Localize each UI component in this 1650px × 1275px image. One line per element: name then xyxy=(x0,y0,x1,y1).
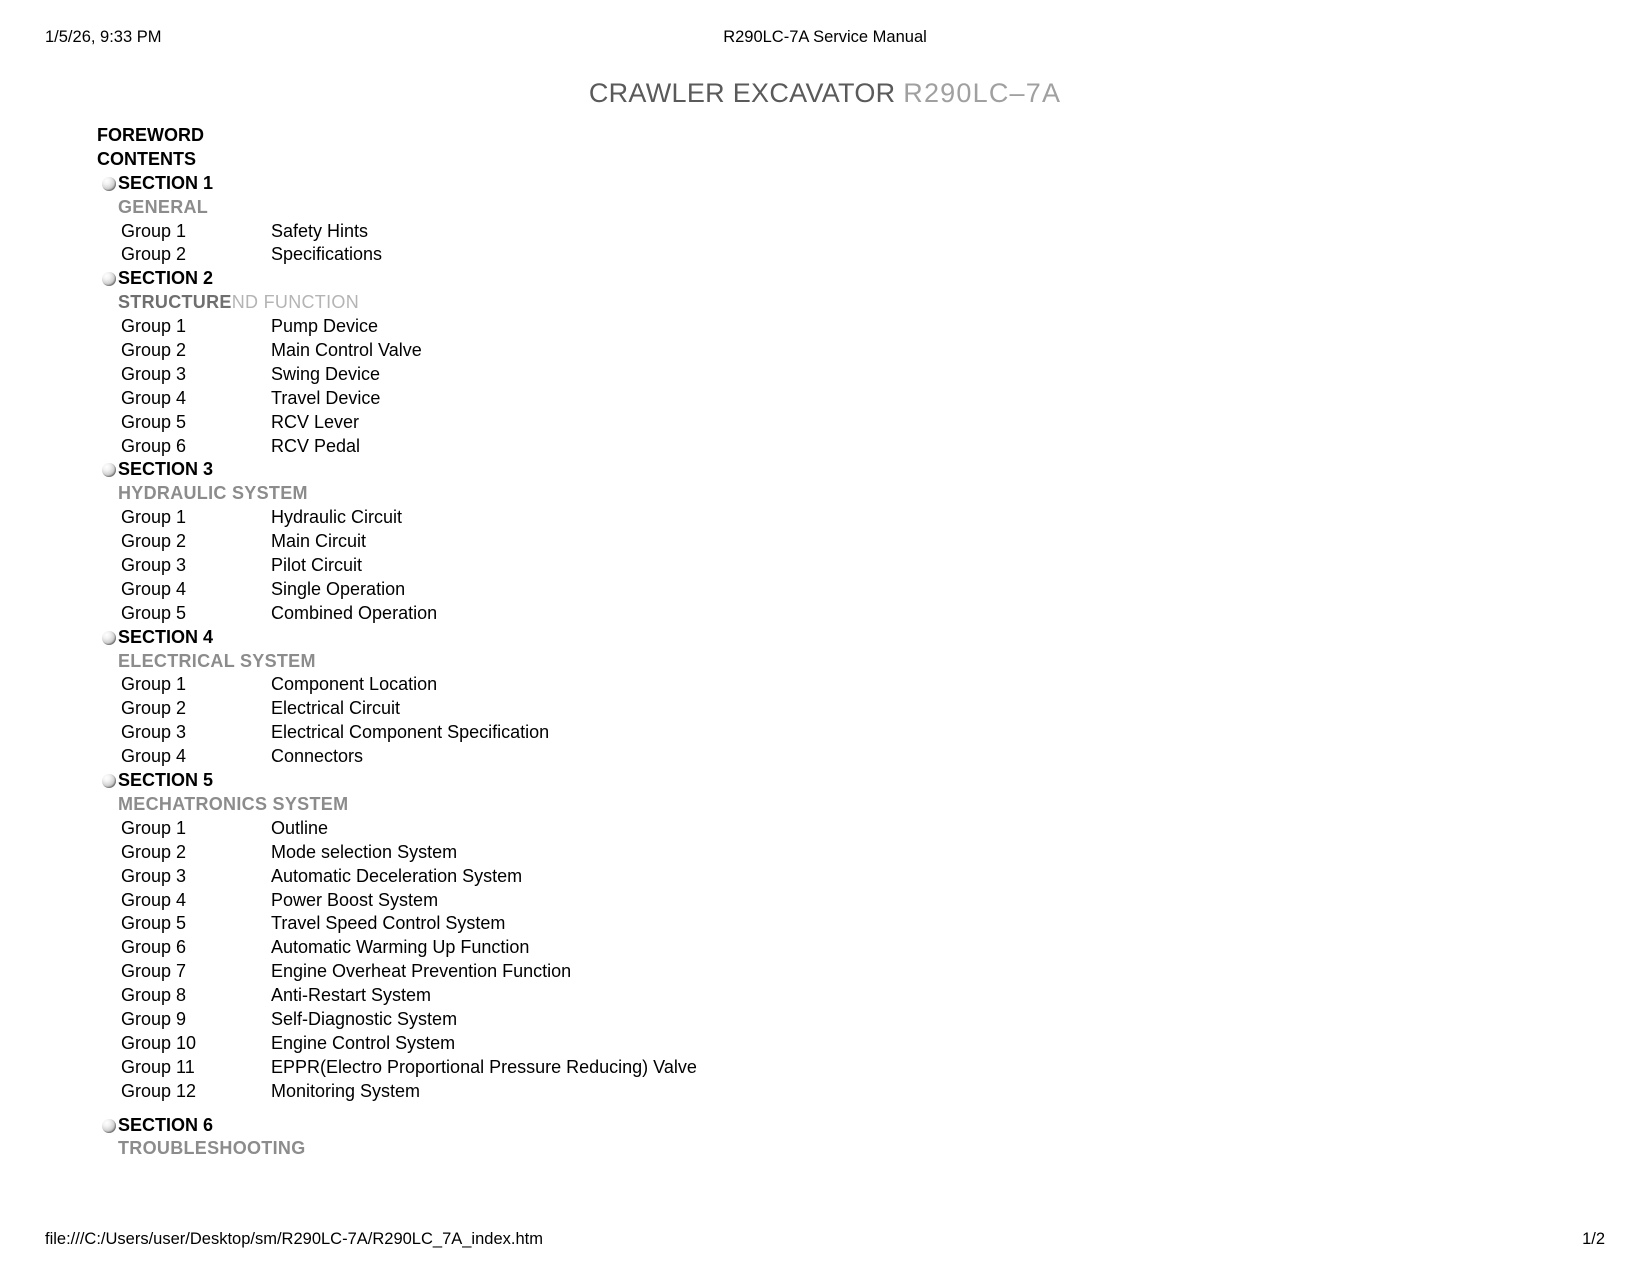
toc-group-row[interactable] xyxy=(97,697,1397,721)
toc-group-row[interactable] xyxy=(97,530,1397,554)
toc-section-label: SECTION 3 xyxy=(118,459,214,480)
toc-group-title: Component Location xyxy=(271,674,438,695)
toc-group-title: Connectors xyxy=(271,746,364,767)
toc-group-label: Group 9 xyxy=(121,1008,187,1029)
toc-group-row[interactable] xyxy=(97,889,1397,913)
toc-section-label: SECTION 4 xyxy=(118,626,214,647)
toc-group-title: Electrical Component Specification xyxy=(271,722,550,743)
toc-group-label: Group 4 xyxy=(121,387,187,408)
toc-group-title: Swing Device xyxy=(271,363,381,384)
toc-group-row[interactable] xyxy=(97,554,1397,578)
toc-group-label: Group 4 xyxy=(121,578,187,599)
toc-group-label: Group 11 xyxy=(121,1056,195,1077)
toc-section-subject[interactable]: HYDRAULIC SYSTEM xyxy=(118,483,308,504)
toc-section-heading[interactable] xyxy=(97,458,1397,482)
toc-group-row[interactable] xyxy=(97,721,1397,745)
toc-group-label: Group 8 xyxy=(121,985,187,1006)
toc-top-entry[interactable]: FOREWORD xyxy=(97,125,204,145)
toc-group-row[interactable] xyxy=(97,411,1397,435)
ball-bullet-icon xyxy=(102,272,116,286)
toc-group-label: Group 5 xyxy=(121,411,187,432)
toc-group-title: Outline xyxy=(271,817,329,838)
toc-group-label: Group 2 xyxy=(121,841,187,862)
toc-group-row[interactable] xyxy=(97,387,1397,411)
toc-group-row[interactable] xyxy=(97,912,1397,936)
toc-section-subject[interactable]: TROUBLESHOOTING xyxy=(118,1138,306,1159)
toc-group-label: Group 4 xyxy=(121,746,187,767)
toc-group-label: Group 1 xyxy=(121,220,187,241)
toc-group-label: Group 3 xyxy=(121,722,187,743)
page-title-main: CRAWLER EXCAVATOR xyxy=(588,78,904,108)
toc-group-label: Group 5 xyxy=(121,913,187,934)
toc-group-row[interactable] xyxy=(97,817,1397,841)
toc-group-title: EPPR(Electro Proportional Pressure Reducing) Valve xyxy=(271,1056,697,1077)
toc-group-title: Automatic Warming Up Function xyxy=(271,937,530,958)
toc-group-row[interactable] xyxy=(97,435,1397,459)
toc-group-label: Group 6 xyxy=(121,937,187,958)
toc-group-label: Group 1 xyxy=(121,674,187,695)
toc-group-row[interactable] xyxy=(97,936,1397,960)
toc-group-label: Group 3 xyxy=(121,555,187,576)
toc-group-label: Group 10 xyxy=(121,1032,197,1053)
toc-group-title: Safety Hints xyxy=(271,220,369,241)
toc-group-title: Main Circuit xyxy=(271,531,367,552)
toc-section-subject[interactable]: MECHATRONICS SYSTEM xyxy=(118,793,349,814)
toc-group-label: Group 2 xyxy=(121,698,187,719)
toc-group-title: Monitoring System xyxy=(271,1080,421,1101)
toc-group-row[interactable] xyxy=(97,841,1397,865)
toc-group-title: Power Boost System xyxy=(271,889,439,910)
toc-group-label: Group 3 xyxy=(121,865,187,886)
toc-group-title: Engine Control System xyxy=(271,1032,456,1053)
toc-group-title: Main Control Valve xyxy=(271,340,422,361)
toc-group-label: Group 2 xyxy=(121,244,187,265)
toc-group-title: RCV Lever xyxy=(271,411,360,432)
ball-bullet-icon xyxy=(102,177,116,191)
toc-group-row[interactable] xyxy=(97,315,1397,339)
toc-section-subject[interactable]: GENERAL xyxy=(118,196,209,217)
toc-group-label: Group 1 xyxy=(121,316,187,337)
toc-group-label: Group 1 xyxy=(121,817,187,838)
toc-group-title: Mode selection System xyxy=(271,841,458,862)
toc-group-row[interactable] xyxy=(97,1032,1397,1056)
print-footer xyxy=(0,1230,1650,1252)
toc-group-title: Electrical Circuit xyxy=(271,698,401,719)
toc-group-row[interactable] xyxy=(97,745,1397,769)
print-header-date: 1/5/26, 9:33 PM xyxy=(45,28,162,46)
toc-section-label: SECTION 5 xyxy=(118,770,214,791)
toc-group-label: Group 4 xyxy=(121,889,187,910)
toc-group-row[interactable] xyxy=(97,984,1397,1008)
toc-section-heading[interactable] xyxy=(97,172,1397,196)
toc-section-heading[interactable] xyxy=(97,267,1397,291)
toc-group-row[interactable] xyxy=(97,220,1397,244)
toc-group-row[interactable] xyxy=(97,1056,1397,1080)
toc-top-entry[interactable]: CONTENTS xyxy=(97,148,196,169)
toc-group-row[interactable] xyxy=(97,243,1397,267)
toc-group-label: Group 5 xyxy=(121,602,187,623)
toc-group-title: Pilot Circuit xyxy=(271,555,363,576)
toc-group-title: RCV Pedal xyxy=(271,435,361,456)
toc-group-title: Travel Speed Control System xyxy=(271,913,506,934)
print-header xyxy=(0,28,1650,50)
toc-group-title: Pump Device xyxy=(271,316,379,337)
toc-section-label: SECTION 2 xyxy=(118,268,214,289)
toc-section-subject[interactable]: ELECTRICAL SYSTEM xyxy=(118,650,316,671)
print-footer-page-number: 1/2 xyxy=(1582,1230,1605,1248)
print-footer-url: file:///C:/Users/user/Desktop/sm/R290LC-7A/R290LC_7A_index.htm xyxy=(45,1230,543,1248)
toc-section-subject[interactable] xyxy=(97,291,1397,315)
toc-group-row[interactable] xyxy=(97,1080,1397,1104)
toc-group-label: Group 1 xyxy=(121,507,187,528)
toc-group-label: Group 6 xyxy=(121,435,187,456)
toc-group-label: Group 2 xyxy=(121,340,187,361)
toc-group-label: Group 2 xyxy=(121,531,187,552)
toc-section-label: SECTION 1 xyxy=(118,172,214,193)
toc-group-row[interactable] xyxy=(97,578,1397,602)
toc-section-heading[interactable] xyxy=(97,1114,1397,1138)
ball-bullet-icon xyxy=(102,774,116,788)
table-of-contents xyxy=(97,124,1397,1161)
toc-section-label: SECTION 6 xyxy=(118,1114,214,1135)
toc-group-row[interactable] xyxy=(97,602,1397,626)
toc-section-heading[interactable] xyxy=(97,769,1397,793)
toc-group-row[interactable] xyxy=(97,1008,1397,1032)
toc-group-row[interactable] xyxy=(97,506,1397,530)
toc-group-label: Group 3 xyxy=(121,363,187,384)
toc-group-row[interactable] xyxy=(97,363,1397,387)
ball-bullet-icon xyxy=(102,631,116,645)
ball-bullet-icon xyxy=(102,1119,116,1133)
page-title-model: R290LC–7A xyxy=(903,78,1062,108)
toc-group-row[interactable] xyxy=(97,339,1397,363)
page-title xyxy=(0,78,1650,109)
toc-subject-overlap-dark: STRUCTURE xyxy=(118,292,232,313)
toc-group-title: Travel Device xyxy=(271,387,381,408)
toc-section-heading[interactable] xyxy=(97,626,1397,650)
toc-group-title: Anti-Restart System xyxy=(271,985,432,1006)
toc-group-title: Automatic Deceleration System xyxy=(271,865,523,886)
toc-group-row[interactable] xyxy=(97,960,1397,984)
toc-group-title: Single Operation xyxy=(271,578,406,599)
toc-group-title: Hydraulic Circuit xyxy=(271,507,403,528)
print-header-title: R290LC-7A Service Manual xyxy=(723,28,927,46)
toc-group-title: Self-Diagnostic System xyxy=(271,1008,458,1029)
toc-group-title: Combined Operation xyxy=(271,602,438,623)
toc-group-title: Specifications xyxy=(271,244,383,265)
toc-group-row[interactable] xyxy=(97,673,1397,697)
toc-subject-overlap-light: ND FUNCTION xyxy=(231,292,359,313)
toc-group-label: Group 12 xyxy=(121,1080,197,1101)
ball-bullet-icon xyxy=(102,463,116,477)
toc-group-row[interactable] xyxy=(97,865,1397,889)
toc-group-title: Engine Overheat Prevention Function xyxy=(271,961,572,982)
toc-group-label: Group 7 xyxy=(121,961,187,982)
